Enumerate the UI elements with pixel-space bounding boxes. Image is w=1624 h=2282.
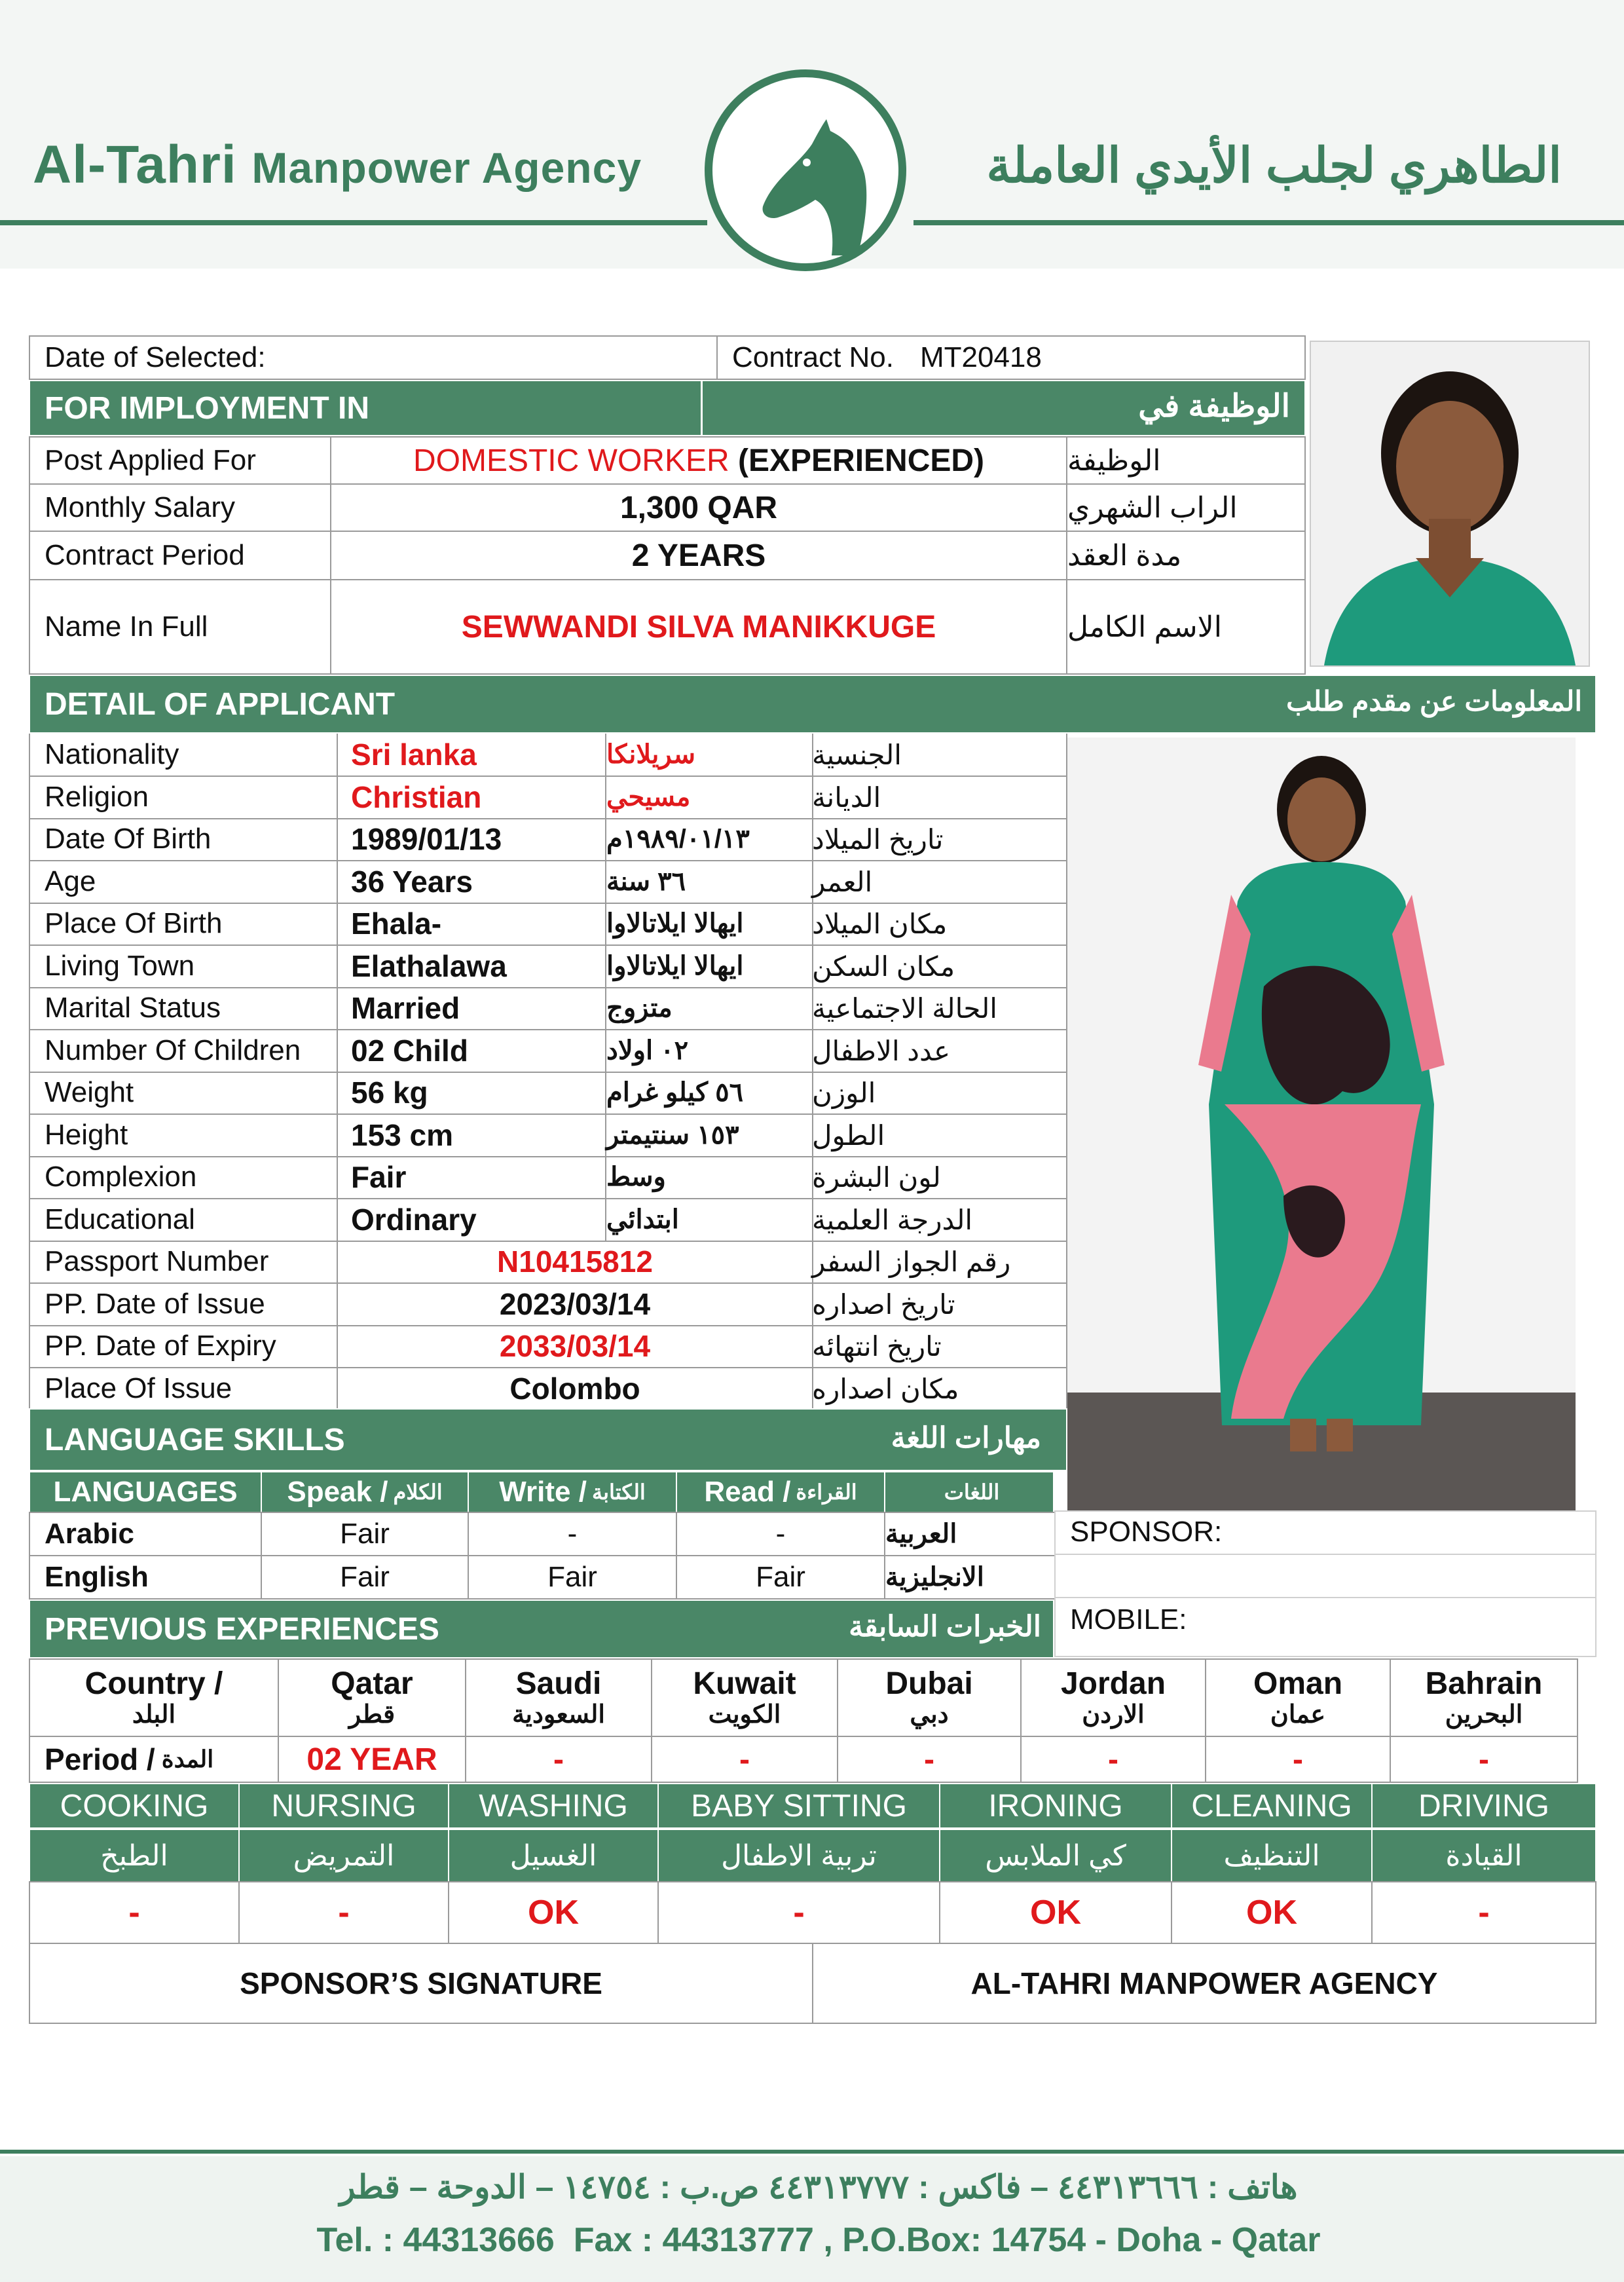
applicant-ar-label-text: مكان الميلاد <box>812 908 948 939</box>
skill-value-text: OK <box>1246 1894 1297 1932</box>
sponsor-signature: SPONSOR’S SIGNATURE <box>240 1966 602 2000</box>
language-speak <box>261 1555 469 1599</box>
period-value <box>1390 1736 1578 1783</box>
applicant-value <box>337 1030 606 1073</box>
employment-title-en: FOR IMPLOYMENT IN <box>45 390 369 426</box>
applicant-label-text: Height <box>45 1119 128 1151</box>
agency-signature: AL-TAHRI MANPOWER AGENCY <box>970 1966 1438 2000</box>
footer-arabic: هاتف : ٤٤٣١٣٦٦٦ – فاكس : ٤٤٣١٣٧٧٧ ص.ب : ١٤٧٥٤ – الدوحة – قطر <box>339 2169 1298 2205</box>
period-label-en: Period / <box>45 1742 155 1776</box>
language-name-text: English <box>45 1561 149 1593</box>
country-ar: البحرين <box>1445 1700 1523 1729</box>
country-ar: الكويت <box>708 1700 781 1729</box>
applicant-label <box>29 1368 337 1411</box>
language-write-text: - <box>567 1518 578 1550</box>
language-col-header <box>468 1471 677 1513</box>
applicant-value <box>337 734 606 777</box>
period-value <box>651 1736 838 1783</box>
applicant-label <box>29 987 337 1030</box>
applicant-ar-label-text: تاريخ انتهائه <box>812 1330 942 1362</box>
applicant-value-ar-text: ابتدائي <box>606 1205 679 1234</box>
language-write <box>468 1512 677 1556</box>
language-name-ar-text: العربية <box>885 1520 957 1548</box>
skill-name-en-text: NURSING <box>271 1788 416 1824</box>
applicant-value-ar-text: ٣٦ سنة <box>606 867 686 896</box>
post-label-cell <box>29 436 331 485</box>
period-value-text: - <box>553 1742 564 1777</box>
applicant-label <box>29 1156 337 1199</box>
language-col-header <box>884 1471 1054 1513</box>
sponsor-blank <box>1054 1554 1596 1598</box>
fullname-label-cell <box>29 579 331 675</box>
applicant-value <box>337 1283 813 1326</box>
skill-name-ar-text: التمريض <box>293 1839 395 1872</box>
skill-name-en <box>238 1783 449 1829</box>
language-name-text: Arabic <box>45 1518 134 1550</box>
experience-title-en: PREVIOUS EXPERIENCES <box>45 1611 439 1647</box>
language-col-header-ar: اللغات <box>944 1480 1000 1504</box>
applicant-label <box>29 903 337 946</box>
period-value <box>1205 1736 1391 1783</box>
applicant-value <box>337 945 606 988</box>
skill-name-ar-text: الطبخ <box>100 1839 168 1872</box>
country-header <box>651 1658 838 1737</box>
applicant-value <box>337 818 606 861</box>
country-header <box>465 1658 652 1737</box>
date-selected-cell <box>29 335 718 380</box>
country-en: Jordan <box>1060 1666 1166 1701</box>
skill-name-en-text: DRIVING <box>1418 1788 1549 1824</box>
skill-name-en <box>939 1783 1172 1829</box>
applicant-ar-label <box>812 776 1067 819</box>
applicant-value-ar-text: ايهالا ايلاتالاوا <box>606 952 744 981</box>
applicant-value-ar <box>605 1156 813 1199</box>
skill-name-ar <box>1371 1829 1596 1882</box>
fullname-ar-cell <box>1066 579 1306 675</box>
header-rule-right <box>913 220 1624 225</box>
applicant-value-ar-text: ١٥٣ سنتيمتر <box>606 1121 739 1150</box>
applicant-label <box>29 1114 337 1157</box>
period-value-text: - <box>1479 1742 1489 1777</box>
country-header <box>29 1658 279 1737</box>
skill-value-text: - <box>793 1894 805 1932</box>
applicant-label-text: PP. Date of Expiry <box>45 1330 276 1362</box>
applicant-title-en: DETAIL OF APPLICANT <box>45 686 396 722</box>
skill-value-text: - <box>128 1894 140 1932</box>
fullname-label: Name In Full <box>45 610 208 643</box>
period-value-text: 02 YEAR <box>306 1742 437 1777</box>
applicant-value-ar <box>605 1072 813 1115</box>
language-col-header-en: LANGUAGES <box>53 1476 238 1508</box>
post-label: Post Applied For <box>45 444 256 476</box>
applicant-label <box>29 1241 337 1284</box>
applicant-value-ar <box>605 1030 813 1073</box>
skill-name-ar <box>939 1829 1172 1882</box>
mobile-cell <box>1054 1597 1596 1657</box>
language-speak-text: Fair <box>340 1561 390 1593</box>
applicant-label-text: Nationality <box>45 738 179 770</box>
applicant-title-ar: المعلومات عن مقدم طلب <box>1286 686 1582 717</box>
applicant-ar-label-text: تاريخ الميلاد <box>812 823 944 855</box>
skill-value-text: - <box>1478 1894 1490 1932</box>
applicant-value-text: N10415812 <box>497 1244 653 1279</box>
skill-name-en-text: COOKING <box>60 1788 209 1824</box>
salary-label-cell <box>29 483 331 532</box>
skill-name-en <box>448 1783 659 1829</box>
applicant-ar-label-text: مكان اصداره <box>812 1373 959 1404</box>
skill-name-ar <box>29 1829 240 1882</box>
applicant-value-ar <box>605 1199 813 1242</box>
language-write-text: Fair <box>547 1561 597 1593</box>
applicant-value <box>337 1241 813 1284</box>
skill-name-ar <box>657 1829 940 1882</box>
experience-title-ar: الخبرات السابقة <box>849 1611 1041 1643</box>
applicant-value-text: Elathalawa <box>351 949 507 983</box>
skill-name-en <box>29 1783 240 1829</box>
skill-name-en <box>657 1783 940 1829</box>
language-title-ar: مهارات اللغة <box>891 1422 1041 1454</box>
applicant-ar-label-text: الحالة الاجتماعية <box>812 992 997 1024</box>
period-ar-cell <box>1066 531 1306 580</box>
applicant-value-text: 153 cm <box>351 1118 454 1152</box>
applicant-ar-label-text: العمر <box>812 866 873 897</box>
applicant-label <box>29 1030 337 1073</box>
applicant-label-text: Complexion <box>45 1161 197 1193</box>
salary-ar-cell <box>1066 483 1306 532</box>
language-speak <box>261 1512 469 1556</box>
applicant-label <box>29 1072 337 1115</box>
country-header <box>837 1658 1022 1737</box>
period-value-cell <box>330 531 1067 580</box>
applicant-value <box>337 861 606 904</box>
language-col-header <box>261 1471 469 1513</box>
applicant-value <box>337 1156 606 1199</box>
applicant-value-text: Christian <box>351 780 482 814</box>
applicant-value-ar-text: ٠٢ اولاد <box>606 1036 689 1065</box>
applicant-value-ar <box>605 861 813 904</box>
date-selected-label: Date of Selected: <box>45 341 266 373</box>
contract-cell <box>716 335 1306 380</box>
applicant-label-text: Marital Status <box>45 992 221 1024</box>
applicant-ar-label-text: عدد الاطفال <box>812 1035 951 1066</box>
post-value-red: DOMESTIC WORKER <box>413 443 729 478</box>
country-en: Kuwait <box>693 1666 796 1701</box>
applicant-value-ar-text: وسط <box>606 1163 666 1191</box>
applicant-ar-label <box>812 945 1067 988</box>
language-col-header-en: Write / <box>499 1476 587 1508</box>
contract-number: MT20418 <box>919 341 1042 373</box>
salary-label: Monthly Salary <box>45 491 236 523</box>
applicant-value-text: Ordinary <box>351 1203 477 1237</box>
period-value <box>1020 1736 1206 1783</box>
applicant-value-text: 36 Years <box>351 865 473 899</box>
period-value <box>837 1736 1022 1783</box>
applicant-label-text: Weight <box>45 1076 134 1108</box>
applicant-label <box>29 1283 337 1326</box>
country-ar: قطر <box>348 1700 396 1729</box>
language-name-ar-text: الانجليزية <box>885 1563 984 1592</box>
language-name <box>29 1555 262 1599</box>
skill-value <box>939 1881 1172 1944</box>
applicant-label <box>29 945 337 988</box>
applicant-ar-label-text: الديانة <box>812 781 881 813</box>
language-write <box>468 1555 677 1599</box>
applicant-ar-label <box>812 1072 1067 1115</box>
applicant-label <box>29 861 337 904</box>
mobile-label: MOBILE: <box>1070 1603 1187 1636</box>
country-en: Bahrain <box>1425 1666 1543 1701</box>
applicant-value-ar <box>605 1114 813 1157</box>
applicant-value-ar <box>605 734 813 777</box>
skill-name-en-text: BABY SITTING <box>691 1788 907 1824</box>
applicant-ar-label <box>812 1156 1067 1199</box>
header-rule-left <box>0 220 707 225</box>
period-value: 2 YEARS <box>631 538 766 573</box>
sponsor-signature-cell <box>29 1943 813 2024</box>
skill-name-en-text: CLEANING <box>1191 1788 1352 1824</box>
country-en: Country / <box>84 1666 223 1701</box>
post-ar: الوظيفة <box>1067 444 1161 477</box>
country-en: Oman <box>1253 1666 1343 1701</box>
applicant-value-ar <box>605 903 813 946</box>
period-value <box>465 1736 652 1783</box>
skill-name-ar <box>238 1829 449 1882</box>
skill-value-text: - <box>338 1894 350 1932</box>
country-ar: دبي <box>910 1700 949 1729</box>
post-ar-cell <box>1066 436 1306 485</box>
applicant-value-text: Ehala- <box>351 907 442 941</box>
applicant-value <box>337 1114 606 1157</box>
applicant-label <box>29 734 337 777</box>
footer-english: Tel. : 44313666 Fax : 44313777 , P.O.Box: 14754 - Doha - Qatar <box>316 2221 1321 2259</box>
fullname-value: SEWWANDI SILVA MANIKKUGE <box>461 609 936 645</box>
period-label-cell <box>29 531 331 580</box>
country-header <box>1390 1658 1578 1737</box>
applicant-value <box>337 903 606 946</box>
applicant-ar-label <box>812 987 1067 1030</box>
contract-label: Contract No. <box>732 341 894 373</box>
applicant-value <box>337 1368 813 1411</box>
country-ar: السعودية <box>512 1700 605 1729</box>
skill-name-ar <box>448 1829 659 1882</box>
language-name-ar <box>884 1512 1056 1556</box>
skill-value <box>29 1881 240 1944</box>
full-length-photo <box>1067 738 1576 1510</box>
applicant-ar-label <box>812 1368 1067 1411</box>
applicant-label <box>29 1199 337 1242</box>
applicant-label-text: Place Of Issue <box>45 1372 232 1404</box>
applicant-ar-label <box>812 1199 1067 1242</box>
applicant-value <box>337 1325 813 1368</box>
applicant-ar-label <box>812 734 1067 777</box>
country-header <box>278 1658 466 1737</box>
applicant-value-ar-text: ١٩٨٩/٠١/١٣م <box>606 825 750 853</box>
applicant-value-text: Married <box>351 991 460 1025</box>
applicant-value-ar <box>605 945 813 988</box>
country-en: Qatar <box>331 1666 413 1701</box>
skill-name-en-text: IRONING <box>988 1788 1123 1824</box>
skill-name-ar-text: تربية الاطفال <box>721 1839 877 1872</box>
language-speak-text: Fair <box>340 1518 390 1550</box>
post-value-cell <box>330 436 1067 485</box>
agency-name-en-part1: Al-Tahri <box>33 135 237 195</box>
language-col-header-en: Read / <box>704 1476 791 1508</box>
applicant-ar-label-text: مكان السكن <box>812 950 955 982</box>
salary-value: 1,300 QAR <box>619 490 778 525</box>
language-read <box>676 1512 885 1556</box>
period-label: Contract Period <box>45 539 245 571</box>
skill-value <box>1171 1881 1373 1944</box>
applicant-label <box>29 1325 337 1368</box>
applicant-ar-label <box>812 1283 1067 1326</box>
applicant-value-ar-text: ايهالا ايلاتالاوا <box>606 909 744 938</box>
agency-name-en <box>33 134 642 196</box>
post-value-black: (EXPERIENCED) <box>729 443 985 478</box>
applicant-ar-label <box>812 1325 1067 1368</box>
applicant-label <box>29 776 337 819</box>
period-value-text: - <box>739 1742 750 1777</box>
applicant-ar-label <box>812 1114 1067 1157</box>
applicant-label-text: Age <box>45 865 96 897</box>
agency-signature-cell <box>812 1943 1596 2024</box>
skill-value-text: OK <box>528 1894 579 1932</box>
applicant-label-text: PP. Date of Issue <box>45 1288 265 1320</box>
language-read <box>676 1555 885 1599</box>
country-ar: البلد <box>132 1700 176 1729</box>
skill-name-ar-text: القيادة <box>1445 1839 1522 1872</box>
fullname-ar: الاسم الكامل <box>1067 610 1222 643</box>
period-label <box>29 1736 279 1783</box>
applicant-ar-label-text: الجنسية <box>812 739 902 770</box>
applicant-value <box>337 1072 606 1115</box>
language-title-en: LANGUAGE SKILLS <box>45 1422 345 1457</box>
skill-name-en-text: WASHING <box>479 1788 628 1824</box>
applicant-label-text: Number Of Children <box>45 1034 301 1066</box>
skill-name-ar-text: التنظيف <box>1223 1839 1320 1872</box>
salary-value-cell <box>330 483 1067 532</box>
employment-header-divider <box>701 381 703 435</box>
skill-value <box>657 1881 940 1944</box>
applicant-ar-label-text: رقم الجواز السفر <box>812 1246 1011 1277</box>
applicant-label-text: Educational <box>45 1203 195 1235</box>
country-ar: الاردن <box>1082 1700 1145 1729</box>
applicant-ar-label-text: لون البشرة <box>812 1161 941 1193</box>
applicant-value-text: 02 Child <box>351 1034 468 1068</box>
applicant-value-ar <box>605 818 813 861</box>
period-value-text: - <box>924 1742 934 1777</box>
applicant-ar-label-text: الطول <box>812 1119 885 1151</box>
language-col-header-ar: القراءة <box>796 1480 857 1504</box>
applicant-ar-label-text: الوزن <box>812 1077 876 1108</box>
skill-value <box>448 1881 659 1944</box>
period-ar: مدة العقد <box>1067 539 1182 572</box>
skill-value <box>238 1881 449 1944</box>
language-col-header <box>676 1471 885 1513</box>
skill-name-ar-text: كي الملابس <box>985 1839 1126 1872</box>
applicant-label-text: Passport Number <box>45 1245 269 1277</box>
applicant-ar-label-text: الدرجة العلمية <box>812 1204 973 1235</box>
applicant-value-text: Sri lanka <box>351 738 477 772</box>
applicant-label-text: Religion <box>45 781 149 813</box>
applicant-value-ar-text: سريلانكا <box>606 740 695 769</box>
country-en: Dubai <box>885 1666 973 1701</box>
employment-title-ar: الوظيفة في <box>1138 389 1290 424</box>
applicant-value-text: 56 kg <box>351 1076 428 1110</box>
language-read-text: Fair <box>756 1561 805 1593</box>
language-col-header-en: Speak / <box>287 1476 388 1508</box>
language-name-ar <box>884 1555 1056 1599</box>
applicant-value-ar-text: متزوج <box>606 994 673 1022</box>
applicant-value-text: 2023/03/14 <box>499 1287 651 1321</box>
language-name <box>29 1512 262 1556</box>
applicant-value-ar <box>605 987 813 1030</box>
applicant-value-ar-text: ٥٦ كيلو غرام <box>606 1078 744 1107</box>
applicant-value-ar-text: مسيحي <box>606 783 691 812</box>
applicant-value-text: 1989/01/13 <box>351 822 502 856</box>
applicant-label-text: Living Town <box>45 950 195 982</box>
applicant-ar-label <box>812 903 1067 946</box>
country-header <box>1020 1658 1206 1737</box>
skill-name-en <box>1171 1783 1373 1829</box>
applicant-label <box>29 818 337 861</box>
applicant-value-text: Colombo <box>509 1372 640 1406</box>
applicant-label-text: Date Of Birth <box>45 823 212 855</box>
employment-header <box>29 380 1306 436</box>
skill-name-en <box>1371 1783 1596 1829</box>
country-ar: عمان <box>1270 1700 1326 1729</box>
applicant-ar-label <box>812 861 1067 904</box>
agency-name-en-part2: Manpower Agency <box>251 143 642 192</box>
applicant-value-text: 2033/03/14 <box>499 1329 651 1363</box>
skill-name-ar-text: الغسيل <box>509 1839 597 1872</box>
skill-value <box>1371 1881 1596 1944</box>
language-col-header-ar: الكلام <box>393 1480 443 1504</box>
applicant-value <box>337 776 606 819</box>
sponsor-label: SPONSOR: <box>1070 1516 1223 1548</box>
applicant-value <box>337 1199 606 1242</box>
salary-ar: الراب الشهري <box>1067 491 1238 524</box>
applicant-label-text: Place Of Birth <box>45 907 223 939</box>
applicant-ar-label-text: تاريخ اصداره <box>812 1288 955 1320</box>
sponsor-cell <box>1054 1510 1596 1555</box>
country-header <box>1205 1658 1391 1737</box>
horse-logo <box>701 65 910 275</box>
period-value <box>278 1736 466 1783</box>
period-value-text: - <box>1108 1742 1118 1777</box>
language-col-header-ar: الكتابة <box>591 1480 646 1504</box>
applicant-ar-label <box>812 1241 1067 1284</box>
skill-name-ar <box>1171 1829 1373 1882</box>
applicant-ar-label <box>812 818 1067 861</box>
fullname-value-cell <box>330 579 1067 675</box>
period-label-ar: المدة <box>161 1746 214 1772</box>
skill-value-text: OK <box>1030 1894 1081 1932</box>
applicant-value-text: Fair <box>351 1160 407 1194</box>
language-col-header <box>29 1471 262 1513</box>
applicant-ar-label <box>812 1030 1067 1073</box>
applicant-value-ar <box>605 776 813 819</box>
agency-name-ar: الطاهري لجلب الأيدي العاملة <box>986 138 1562 193</box>
footer-rule <box>0 2150 1624 2154</box>
language-read-text: - <box>775 1518 786 1550</box>
country-en: Saudi <box>515 1666 602 1701</box>
portrait-photo <box>1310 341 1590 667</box>
applicant-value <box>337 987 606 1030</box>
period-value-text: - <box>1293 1742 1303 1777</box>
